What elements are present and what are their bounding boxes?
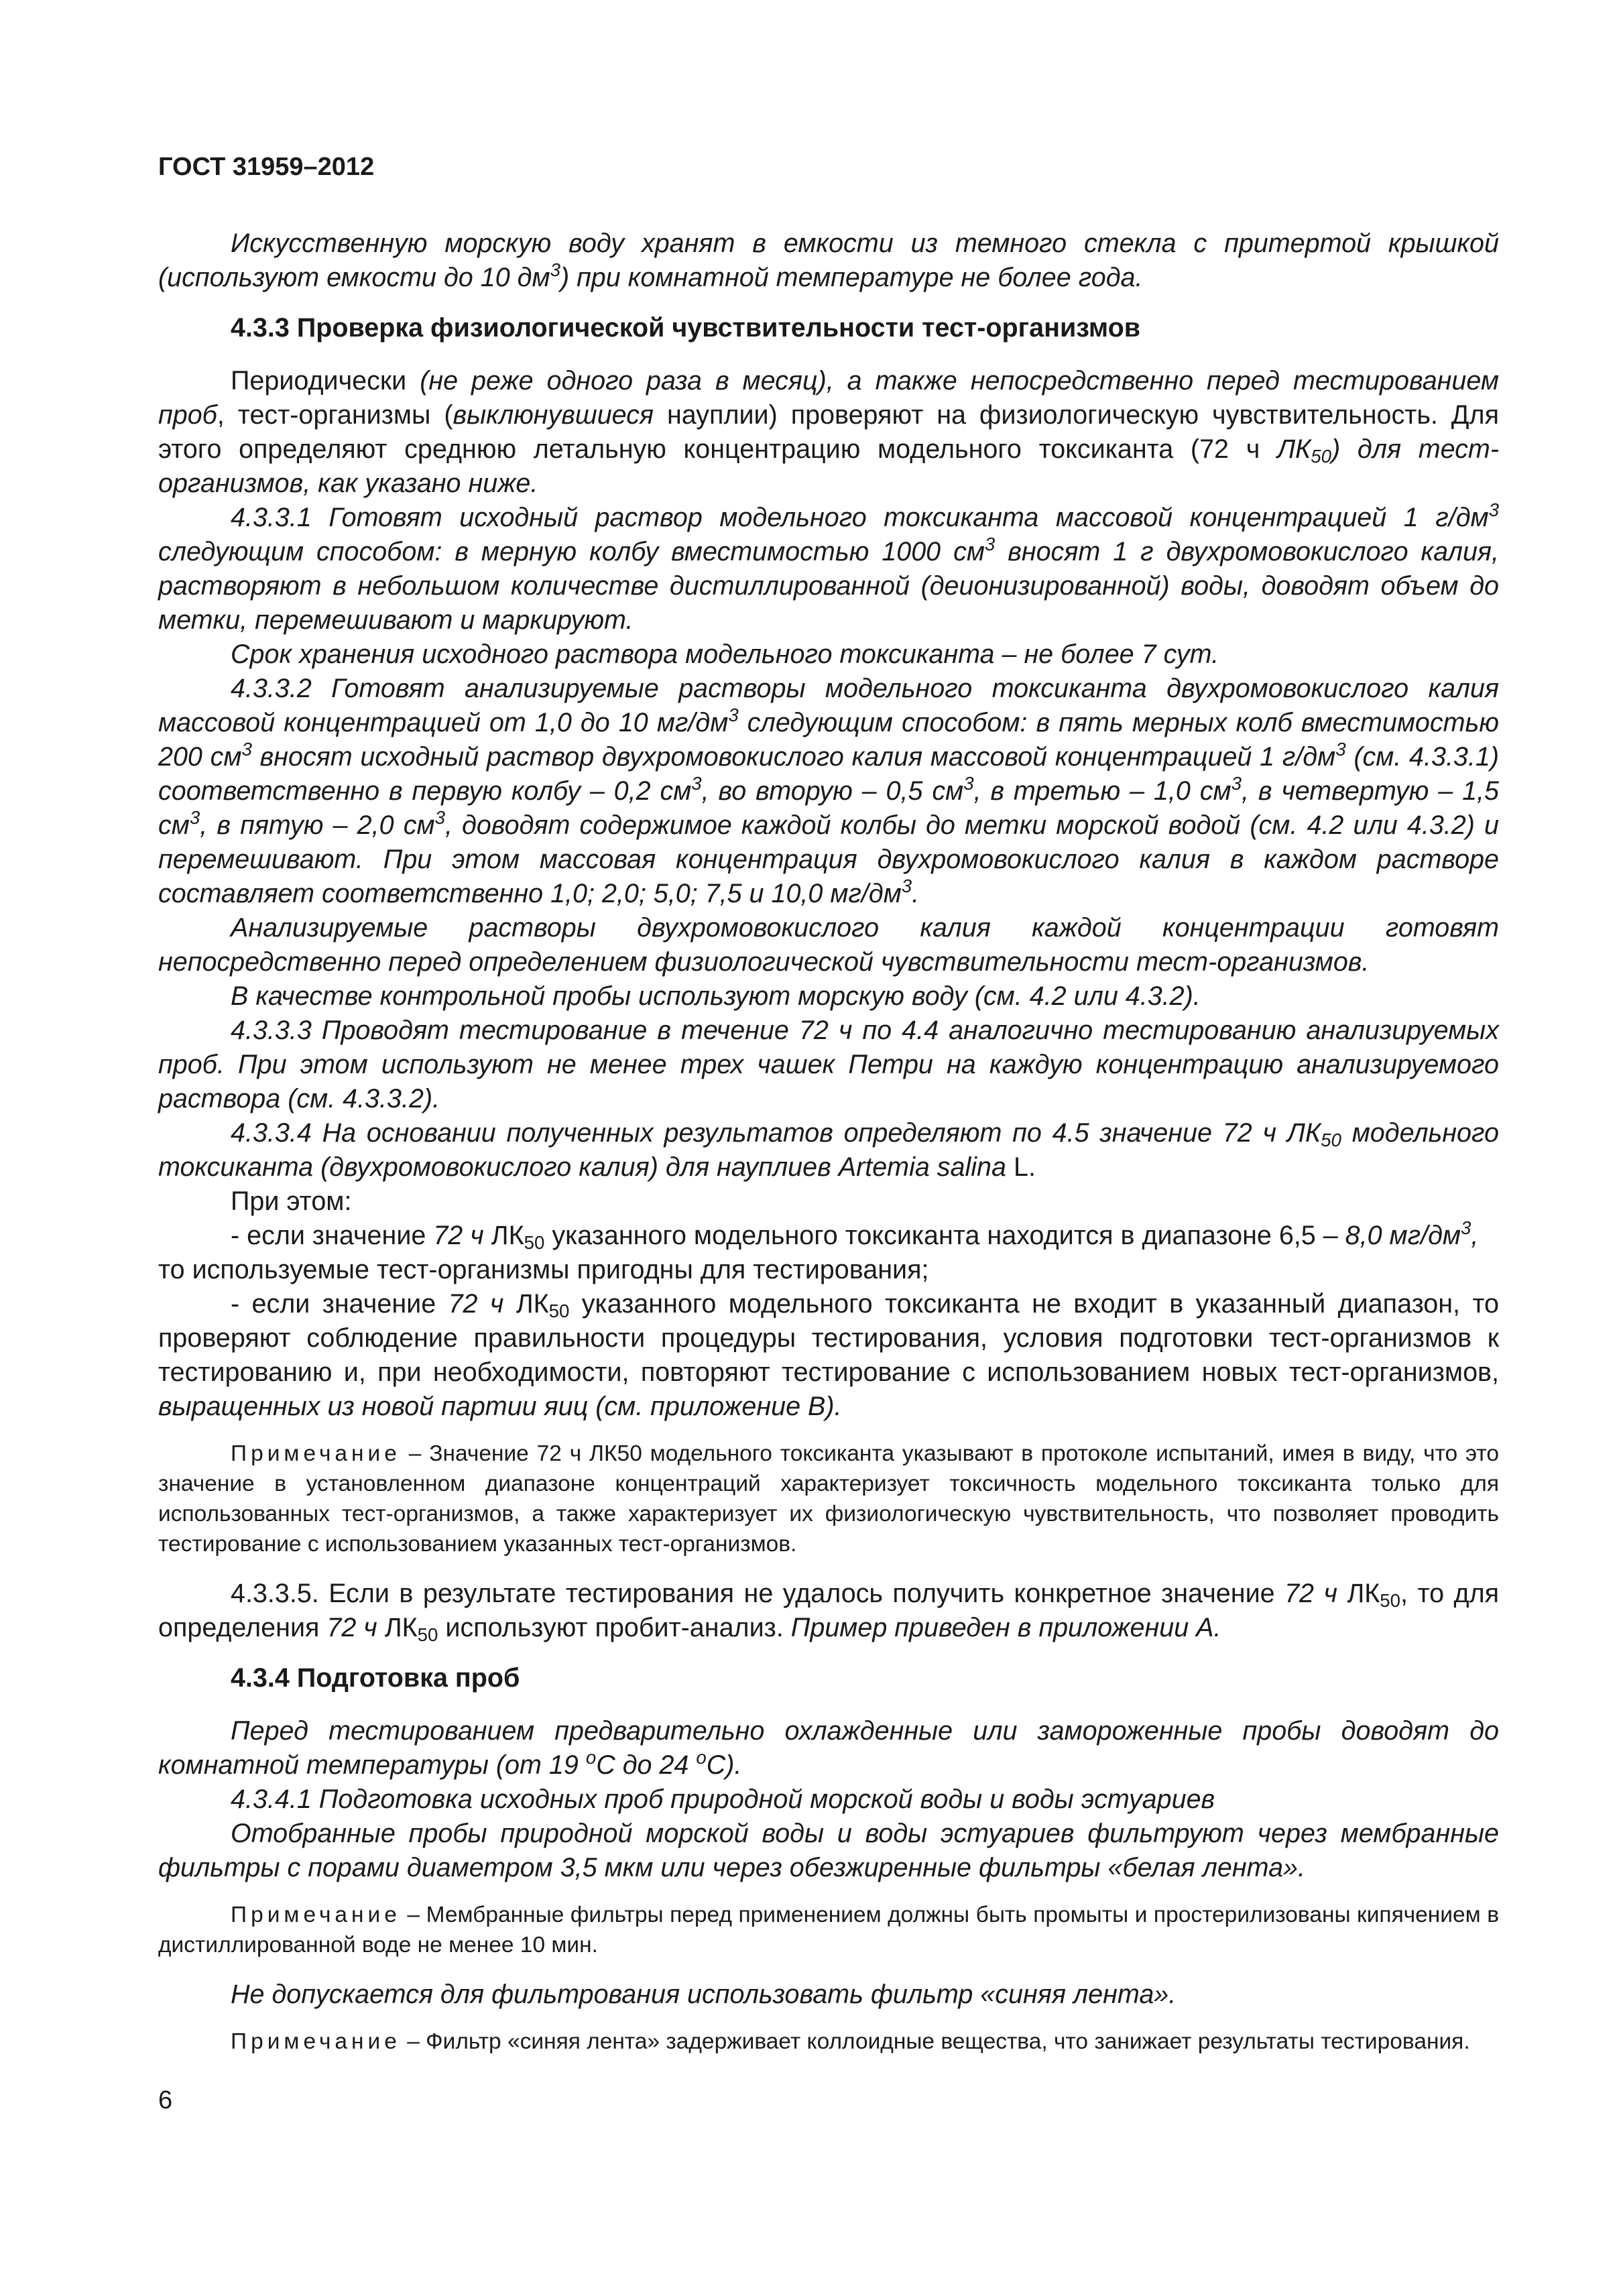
document-body <box>158 227 1499 2074</box>
list-item-condition-2: - если значение 72 ч $ЛК_{50}$ указанного модельного токсиканта не входит в указанный диапазон, то проверяют соблюдение правильности процедуры тестирования, условия подготовки тест-организмов к тестированию и, при необходимости, повторяют тестирование с использованием новых тест-организмов, выращенных из новой партии яиц (см. приложение В). <box>158 1289 1500 1421</box>
paragraph-analysed-solutions: Анализируемые растворы двухромовокислого калия каждой концентрации готовят непосредственно перед определением физиологической чувствительности тест-организмов. <box>158 913 1499 977</box>
paragraph-4-3-3-2: 4.3.3.2 Готовят анализируемые растворы модельного токсиканта двухромовокислого калия массовой концентрацией от 1,0 до 10 $мг/дм^3$ следующим способом: в пять мерных колб вместимостью 200 $см^3$ вносят исходный раствор двухромовокислого калия массовой концентрацией 1 $г/дм^3$ (см. 4.3.3.1) соответственно в первую колбу – 0,2 $см^3$, во вторую – 0,5 $см^3$, в третью – 1,0 $см^3$, в четвертую – 1,5 $см^3$, в пятую – 2,0 $см^3$, доводят содержимое каждой колбы до метки морской водой (см. 4.2 или 4.3.2) и перемешивают. При этом массовая концентрация двухромовокислого калия в каждом растворе составляет соответственно 1,0; 2,0; 5,0; 7,5 и 10,0 $мг/дм^3$. <box>158 674 1499 908</box>
paragraph-temperature: Перед тестированием предварительно охлажденные или замороженные пробы доводят до комнатной температуры (от 19 $^о$С до 24 $^о$С). <box>158 1716 1499 1780</box>
paragraph-filtering: Отобранные пробы природной морской воды и воды эстуариев фильтруют через мембранные фильтры с порами диаметром 3,5 мкм или через обезжиренные фильтры «белая лента». <box>158 1819 1499 1882</box>
paragraph-4-3-3-1: 4.3.3.1 Готовят исходный раствор модельного токсиканта массовой концентрацией 1 $г/дм^3$ следующим способом: в мерную колбу вместимостью 1000 $см^3$ вносят 1 г двухромовокислого калия, растворяют в небольшом количестве дистиллированной (деионизированной) воды, доводят объем до метки, перемешивают и маркируют. <box>158 499 1499 635</box>
section-heading-4-3-4: 4.3.4 Подготовка проб <box>231 1663 520 1693</box>
list-item-condition-1: - если значение 72 ч $ЛК_{50}$ указанного модельного токсиканта находится в диапазоне 6,5 – 8,0 $мг/дм^3$, то используемые тест-организмы пригодны для тестирования; <box>158 1217 1479 1284</box>
note-lk50: Примечание – Значение 72 ч ЛК50 модельного токсиканта указывают в протоколе испытаний, имея в виду, что это значение в установленном диапазоне концентраций характеризует токсичность модельного токсиканта только для использованных тест-организмов, а также характеризует их физиологическую чувствительность, что позволяет проводить тестирование с использованием указанных тест-организмов. <box>158 1441 1499 1557</box>
section-heading-4-3-3: 4.3.3 Проверка физиологической чувствительности тест-организмов <box>231 313 1141 343</box>
paragraph-4-3-4-1: 4.3.4.1 Подготовка исходных проб природной морской воды и воды эстуариев <box>231 1785 1215 1814</box>
paragraph-control-sample: В качестве контрольной пробы используют морскую воду (см. 4.2 или 4.3.2). <box>231 981 1201 1011</box>
paragraph-periodic-check: Периодически (не реже одного раза в месяц), а также непосредственно перед тестированием проб, тест-организмы (выклюнувшиеся науплии) проверяют на физиологическую чувствительность. Для этого определяют среднюю летальную концентрацию модельного токсиканта (72 ч $ЛК_{50}$) для тест-организмов, как указано ниже. <box>158 366 1499 498</box>
document-header: ГОСТ 31959–2012 <box>158 153 375 181</box>
page-number: 6 <box>158 2086 173 2114</box>
paragraph-at-this: При этом: <box>231 1187 352 1216</box>
note-blue-tape: Примечание – Фильтр «синяя лента» задерживает коллоидные вещества, что занижает результаты тестирования. <box>231 2029 1470 2054</box>
paragraph-storage-term: Срок хранения исходного раствора модельного токсиканта – не более 7 сут. <box>231 640 1219 669</box>
paragraph-storage: Искусственную морскую воду хранят в емкости из темного стекла с притертой крышкой (используют емкости до 10 $дм^3$) при комнатной температуре не более года. <box>158 229 1499 292</box>
paragraph-4-3-3-4: 4.3.3.4 На основании полученных результатов определяют по 4.5 значение 72 ч $ЛК_{50}$ модельного токсиканта (двухромовокислого калия) для науплиев Artemia salina L. <box>158 1118 1499 1182</box>
paragraph-4-3-3-3: 4.3.3.3 Проводят тестирование в течение 72 ч по 4.4 аналогично тестированию анализируемых проб. При этом используют не менее трех чашек Петри на каждую концентрацию анализируемого раствора (см. 4.3.3.2). <box>158 1016 1499 1113</box>
paragraph-4-3-3-5: 4.3.3.5. Если в результате тестирования не удалось получить конкретное значение 72 ч $ЛК_{50}$, то для определения 72 ч $ЛК_{50}$ используют пробит-анализ. Пример приведен в приложении А. <box>158 1579 1500 1645</box>
paragraph-blue-tape: Не допускается для фильтрования использовать фильтр «синяя лента». <box>231 1980 1177 2009</box>
note-membrane-filters: Примечание – Мембранные фильтры перед применением должны быть промыты и простерилизованы кипячением в дистиллированной воде не менее 10 мин. <box>158 1902 1499 1957</box>
